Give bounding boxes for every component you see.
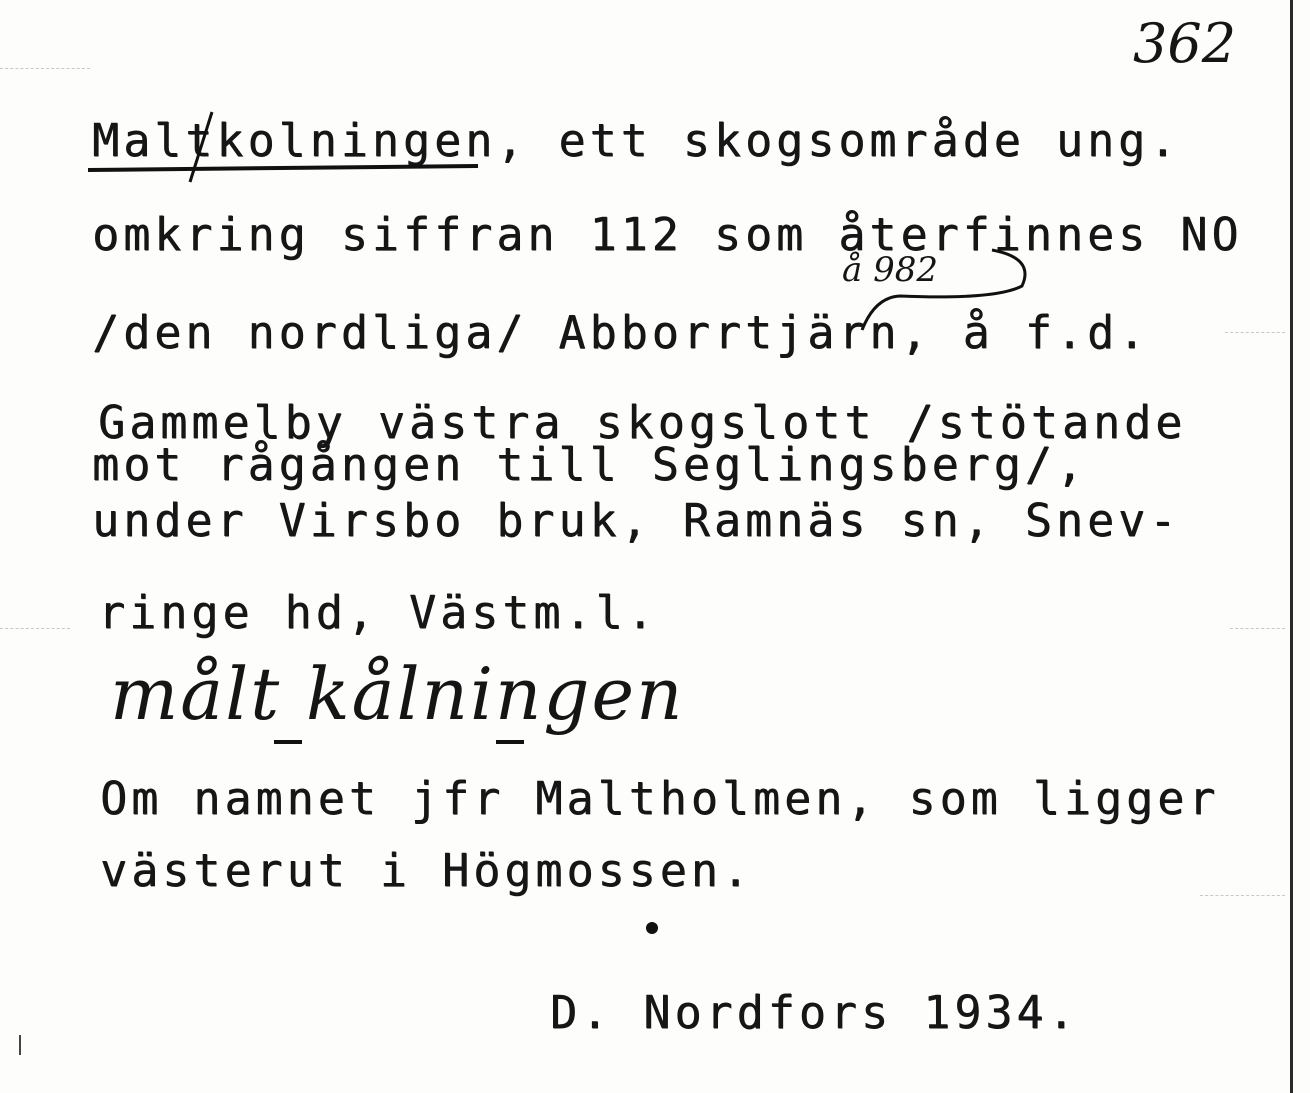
inserted-note: å 982 — [842, 250, 938, 290]
text-line-7: ringe hd, Västm.l. — [98, 586, 658, 639]
signature: D. Nordfors 1934. — [550, 986, 1079, 1039]
ink-dot — [646, 922, 658, 934]
text-line-6: under Virsbo bruk, Ramnäs sn, Snev- — [92, 494, 1181, 547]
text-line-3: /den nordliga/ Abborrtjärn, å f.d. — [92, 306, 1150, 359]
text-line-8: Om namnet jfr Maltholmen, som ligger — [100, 772, 1220, 825]
handwritten-form: målt kålningen — [110, 652, 685, 736]
text-line-9: västerut i Högmossen. — [100, 844, 753, 897]
underline-mark — [88, 166, 478, 170]
text-line-1: Maltkolningen, ett skogsområde ung. — [92, 114, 1181, 167]
division-slash-mark — [190, 112, 212, 182]
insertion-bracket-mark — [862, 250, 1025, 330]
catalog-number: 362 — [1133, 12, 1237, 75]
text-line-2: omkring siffran 112 som återfinnes NO — [92, 208, 1243, 261]
text-line-4: Gammelby västra skogslott /stötande — [98, 396, 1187, 449]
text-line-5: mot rågången till Seglingsberg/, — [92, 438, 1087, 491]
